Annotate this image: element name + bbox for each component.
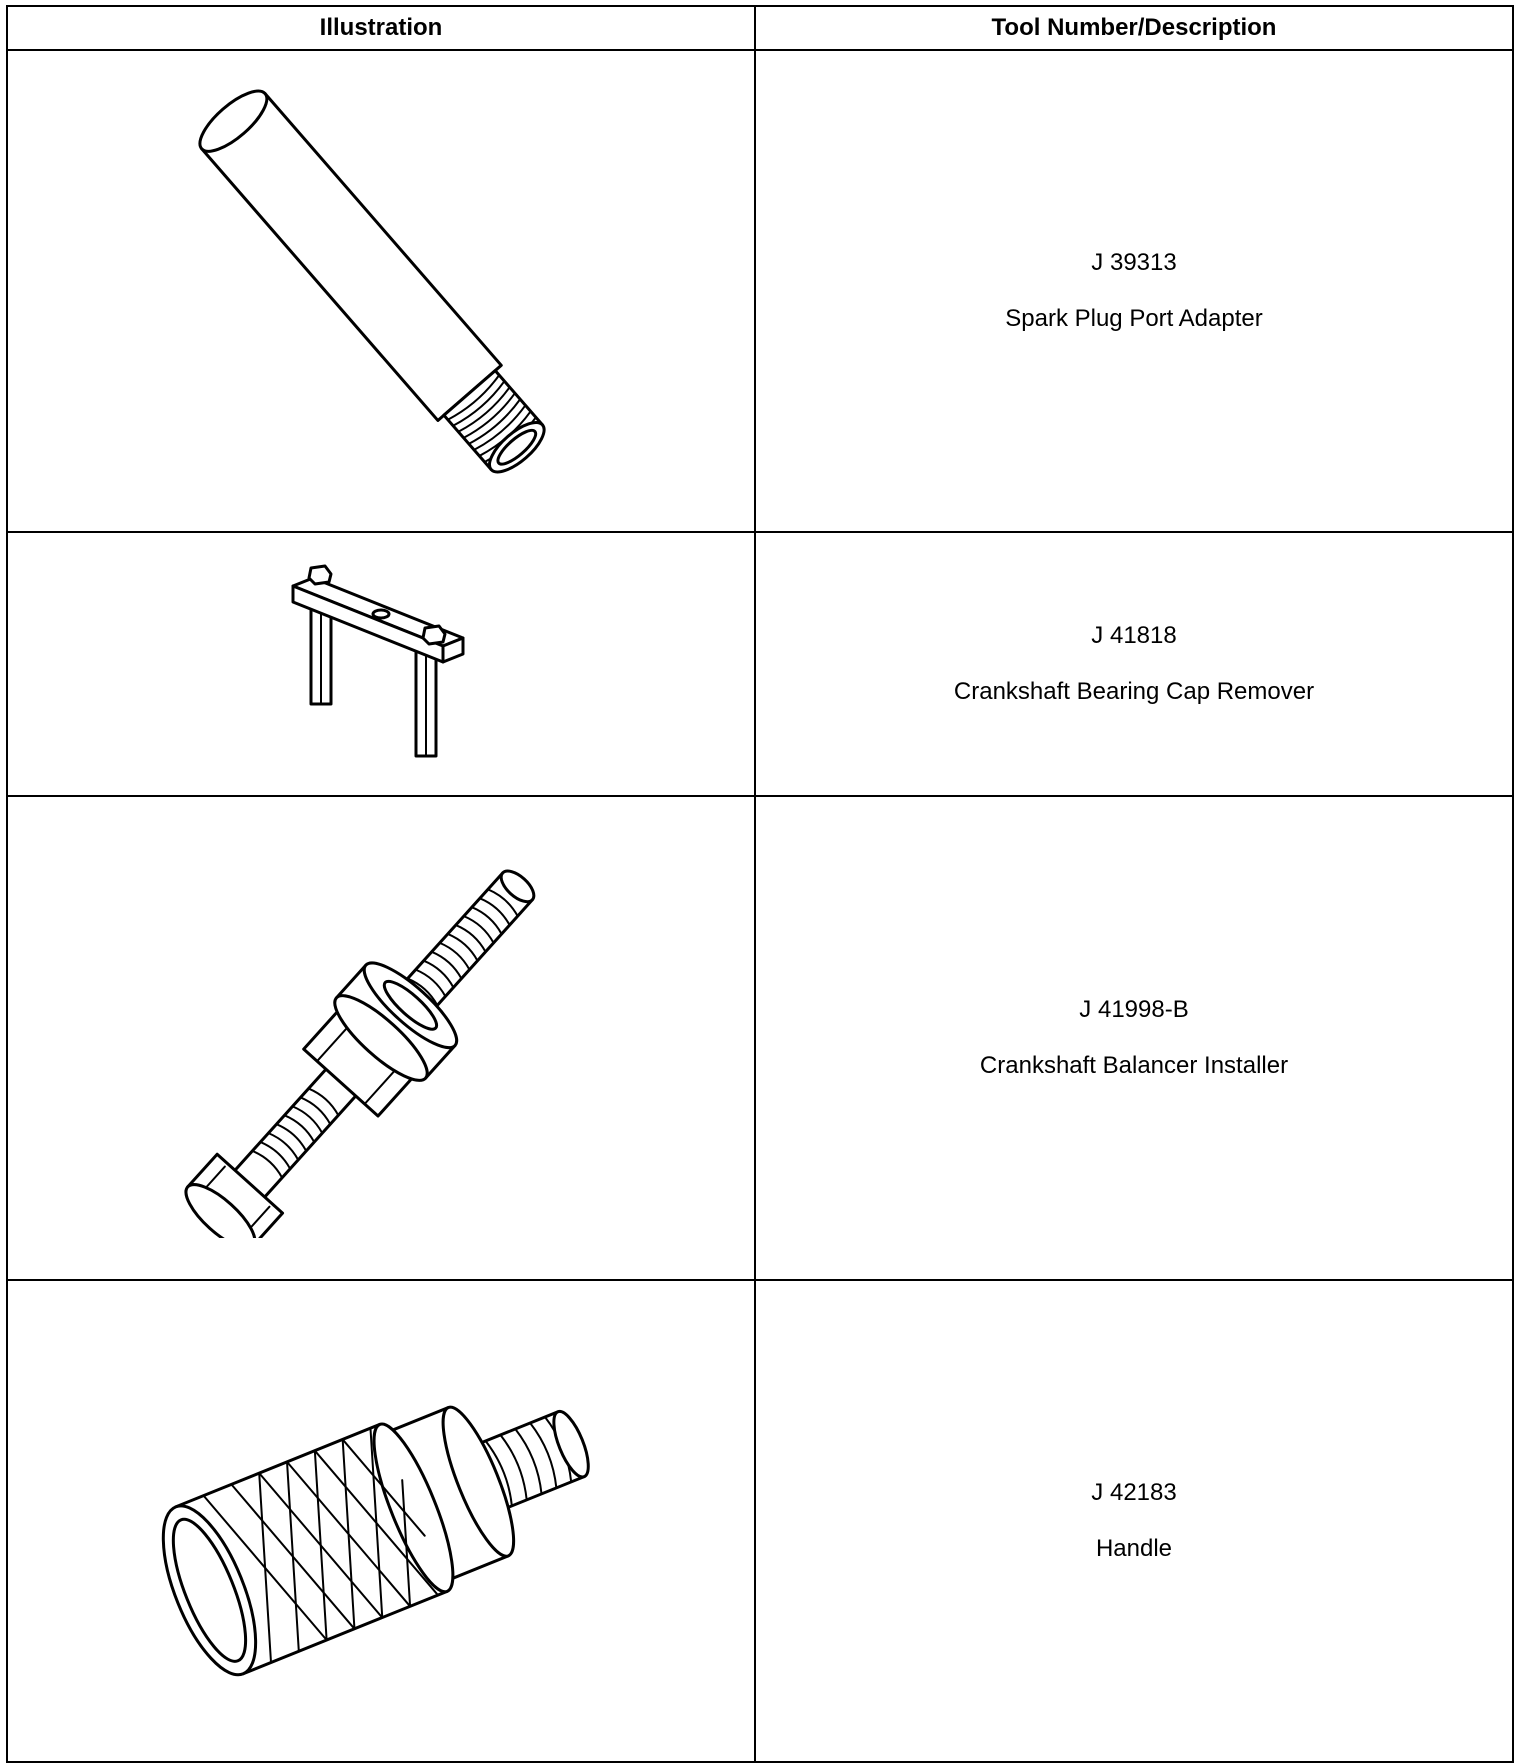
description-cell: [755, 532, 1513, 796]
illustration-cell: [7, 796, 755, 1280]
tool-description: Spark Plug Port Adapter: [1005, 305, 1263, 332]
illustration-cell: [7, 1280, 755, 1762]
tool-description: Crankshaft Bearing Cap Remover: [953, 678, 1315, 705]
table-row: [7, 796, 1513, 1280]
tool-description: Handle: [1095, 1535, 1173, 1562]
header-row: [7, 6, 1513, 50]
table-row: [7, 1280, 1513, 1762]
tool-number: J 39313: [1091, 249, 1177, 276]
header-illustration: Illustration: [7, 6, 755, 50]
illustration-cell: [7, 532, 755, 796]
description-cell: [755, 50, 1513, 532]
balancer-installer-illustration: [181, 838, 581, 1238]
tool-table: [6, 5, 1514, 1763]
tool-number: J 41998-B: [1079, 996, 1189, 1023]
description-cell: [755, 796, 1513, 1280]
description-cell: [755, 1280, 1513, 1762]
spark-plug-port-adapter-illustration: [166, 71, 596, 511]
tool-number: J 42183: [1091, 1479, 1177, 1506]
table-row: [7, 50, 1513, 532]
header-tool-description: Tool Number/Description: [755, 6, 1513, 50]
tool-description: Crankshaft Balancer Installer: [979, 1052, 1289, 1079]
tool-number: J 41818: [1091, 622, 1177, 649]
illustration-cell: [7, 50, 755, 532]
table-row: [7, 532, 1513, 796]
bearing-cap-remover-illustration: [281, 564, 481, 764]
handle-illustration: [156, 1331, 606, 1711]
